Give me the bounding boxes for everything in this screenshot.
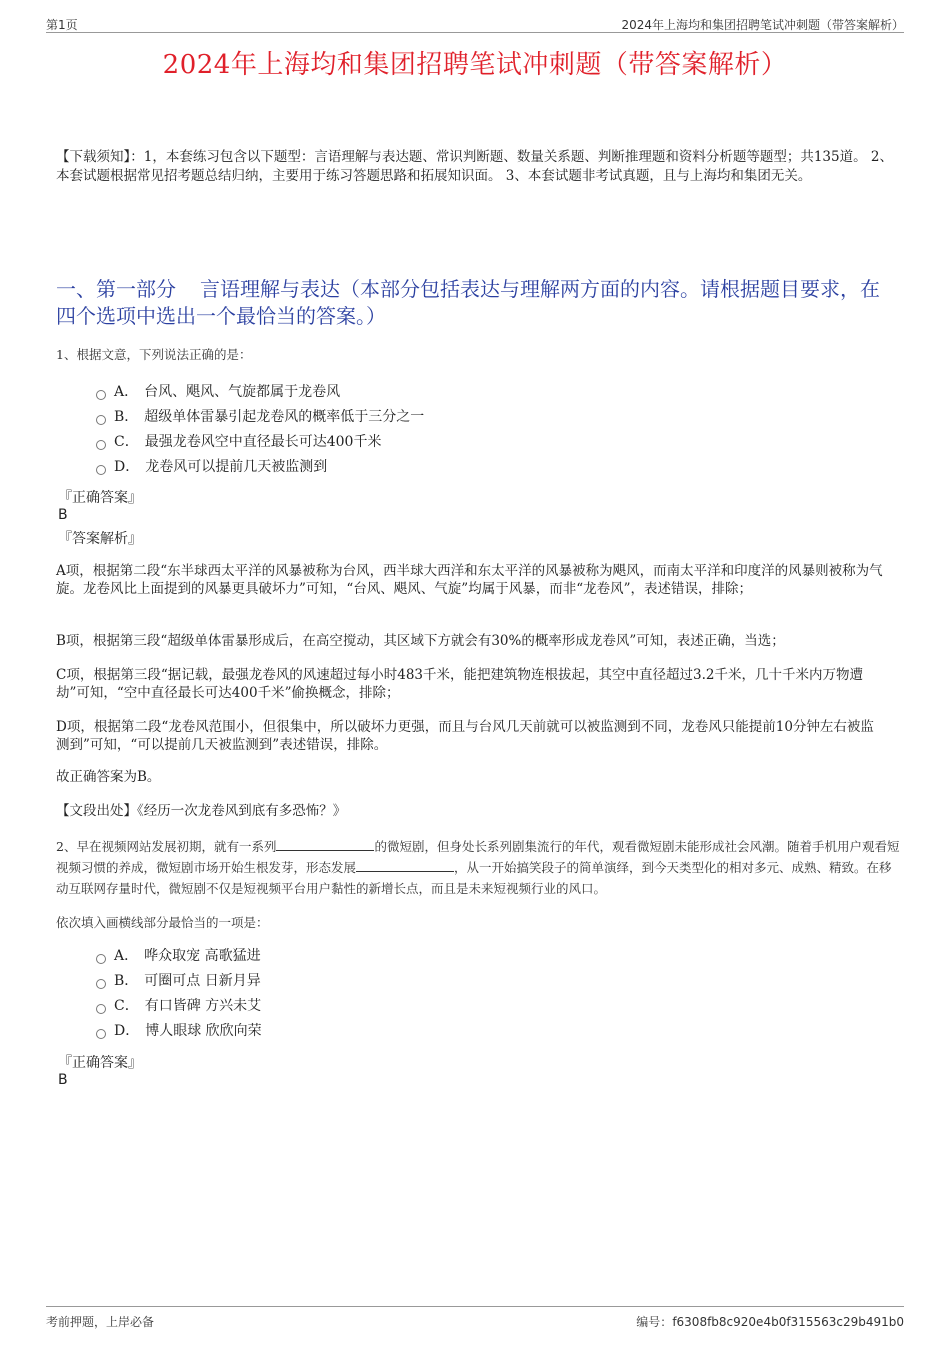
question-2-stem: 2、早在视频网站发展初期，就有一系列 的微短剧，但身处长系列剧集流行的年代，观看微短剧未能形成社会风潮。随着手机用户观看短视频习惯的养成，微短剧市场开始生根发芽，形态发展 ，从一开始搞笑段子的简单演绎，到今天类型化的相对多元、成熟、精致。在移动互联网存量时代，微短剧不仅是短视频平台用户黏性的新增长点，而且是未来短视频行业的风口。 <box>56 839 900 896</box>
radio-icon[interactable] <box>96 465 106 475</box>
radio-icon[interactable] <box>96 1004 106 1014</box>
page-footer <box>46 1311 904 1331</box>
analysis-d: D项，根据第二段“龙卷风范围小，但很集中，所以破坏力更强，而且与台风几天前就可以被监测到不同，龙卷风只能提前10分钟左右被监测到”可知，“可以提前几天被监测到”表述错误，排除。 <box>56 719 874 753</box>
correct-answer-label: 『正确答案』 <box>58 490 142 506</box>
footer-divider <box>46 1306 904 1307</box>
section-part: 一、第一部分 <box>56 277 176 301</box>
option-d[interactable]: D． 龙卷风可以提前几天被监测到 <box>96 455 796 480</box>
option-c[interactable]: C． 最强龙卷风空中直径最长可达400千米 <box>96 430 796 455</box>
option-d[interactable]: D． 博人眼球 欣欣向荣 <box>96 1019 796 1044</box>
correct-answer-value: B <box>58 1072 68 1088</box>
radio-icon[interactable] <box>96 440 106 450</box>
fill-blank-1[interactable] <box>276 838 374 851</box>
option-a[interactable]: A． 台风、飓风、气旋都属于龙卷风 <box>96 380 796 405</box>
analysis-b: B项，根据第三段“超级单体雷暴形成后，在高空搅动，其区域下方就会有30%的概率形成龙卷风”可知，表述正确，当选； <box>56 633 785 649</box>
source-citation: 【文段出处】《经历一次龙卷风到底有多恐怖？》 <box>56 803 347 819</box>
fill-blank-2[interactable] <box>356 859 454 872</box>
question-1-options <box>96 380 796 480</box>
option-b[interactable]: B． 可圈可点 日新月异 <box>96 969 796 994</box>
option-c[interactable]: C． 有口皆碑 方兴未艾 <box>96 994 796 1019</box>
radio-icon[interactable] <box>96 1029 106 1039</box>
radio-icon[interactable] <box>96 979 106 989</box>
section-description: 言语理解与表达（本部分包括表达与理解两方面的内容。请根据题目要求，在四个选项中选出一个最恰当的答案。） <box>56 277 880 328</box>
question-2-options <box>96 944 796 1044</box>
footer-slogan: 考前押题，上岸必备 <box>46 1315 155 1329</box>
header-divider <box>46 32 904 33</box>
analysis-conclusion: 故正确答案为B。 <box>56 769 161 785</box>
header-doc-title: 2024年上海均和集团招聘笔试冲刺题（带答案解析） <box>621 18 904 32</box>
option-a[interactable]: A． 哗众取宠 高歌猛进 <box>96 944 796 969</box>
question-2-prompt: 依次填入画横线部分最恰当的一项是： <box>56 915 269 930</box>
question-1-stem: 1、根据文意，下列说法正确的是： <box>56 347 252 362</box>
section-heading <box>56 276 896 330</box>
analysis-label: 『答案解析』 <box>58 531 142 547</box>
analysis-a: A项，根据第二段“东半球西太平洋的风暴被称为台风，西半球大西洋和东太平洋的风暴被称为飓风，而南太平洋和印度洋的风暴则被称为气旋。龙卷风比上面提到的风暴更具破坏力”可知，“台风、飓风、气旋”均属于风暴，而非“龙卷风”，表述错误，排除； <box>56 563 883 597</box>
radio-icon[interactable] <box>96 954 106 964</box>
page-number: 第1页 <box>46 18 78 32</box>
document-id: f6308fb8c920e4b0f315563c29b491b0 <box>672 1315 904 1329</box>
analysis-c: C项，根据第三段“据记载，最强龙卷风的风速超过每小时483千米，能把建筑物连根拔起，其空中直径超过3.2千米，几十千米内万物遭劫”可知，“空中直径最长可达400千米”偷换概念，排除； <box>56 667 863 701</box>
page-title: 2024年上海均和集团招聘笔试冲刺题（带答案解析） <box>162 50 788 80</box>
page-header <box>46 14 904 34</box>
radio-icon[interactable] <box>96 390 106 400</box>
download-notice: 【下载须知】：1，本套练习包含以下题型：言语理解与表达题、常识判断题、数量关系题、判断推理题和资料分析题等题型；共135道。 2、本套试题根据常见招考题总结归纳，主要用于练习答题思路和拓展知识面。 3、本套试题非考试真题，且与上海均和集团无关。 <box>56 149 893 184</box>
radio-icon[interactable] <box>96 415 106 425</box>
option-b[interactable]: B． 超级单体雷暴引起龙卷风的概率低于三分之一 <box>96 405 796 430</box>
correct-answer-label: 『正确答案』 <box>58 1055 142 1071</box>
footer-code: 编号：f6308fb8c920e4b0f315563c29b491b0 <box>636 1315 904 1329</box>
correct-answer-value: B <box>58 507 68 523</box>
